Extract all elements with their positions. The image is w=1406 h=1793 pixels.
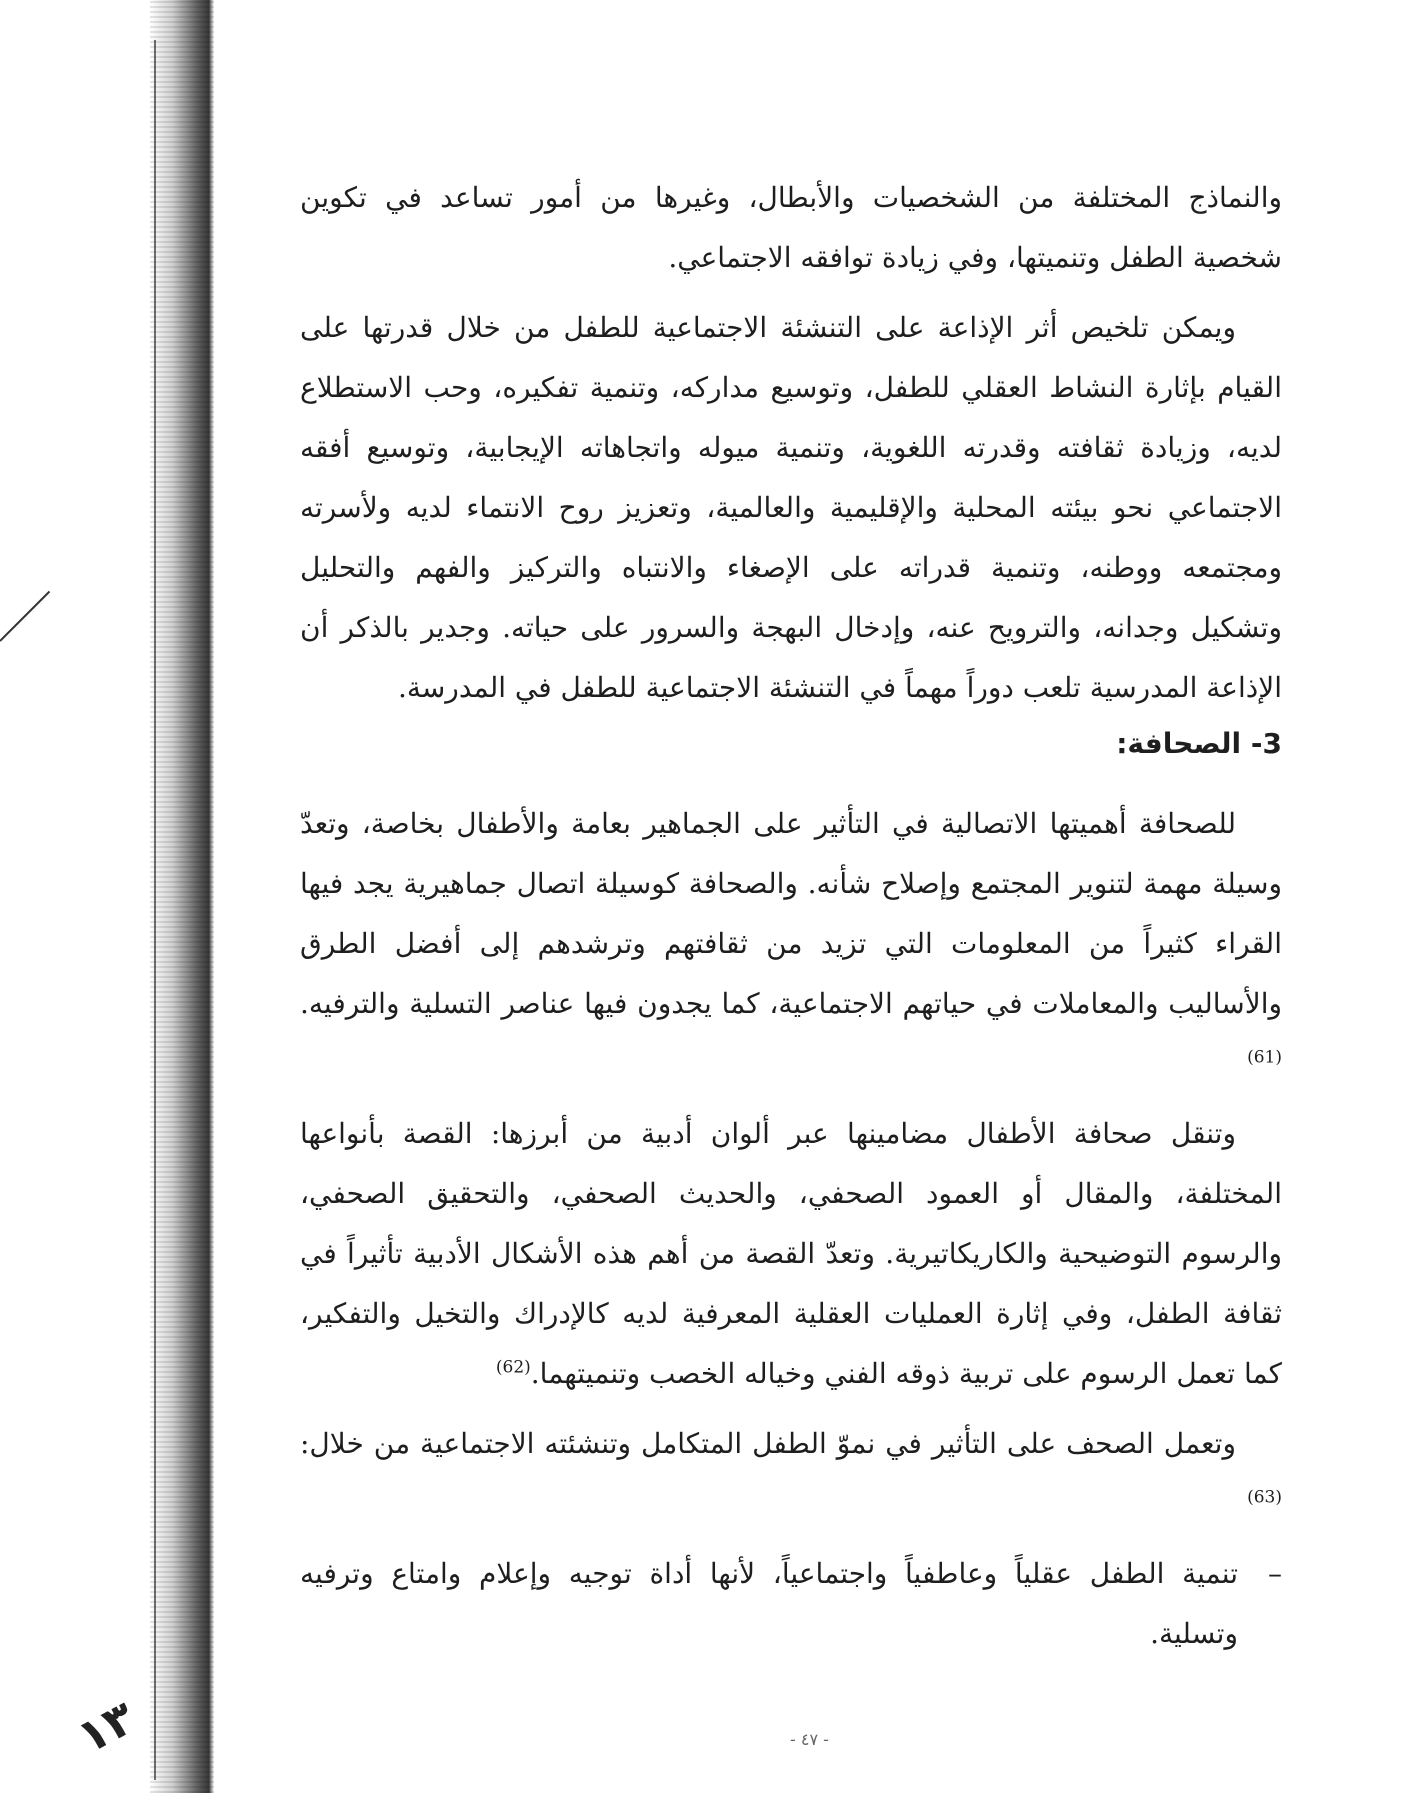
bullet-item [300, 1544, 1282, 1664]
paragraph-press-effects [300, 1414, 1282, 1534]
bullet-text: تنمية الطفل عقلياً وعاطفياً واجتماعياً، لأنها أداة توجيه وإعلام وامتاع وترفيه وتسلية. [300, 1557, 1238, 1650]
paragraph-children-press [300, 1104, 1282, 1404]
bullet-dash: – [1268, 1557, 1282, 1590]
page-body [300, 168, 1282, 1664]
paragraph-press-importance [300, 794, 1282, 1094]
paragraph-text: للصحافة أهميتها الاتصالية في التأثير على الجماهير بعامة والأطفال بخاصة، وتعدّ وسيلة مهمة لتنوير المجتمع وإصلاح شأنه. والصحافة كوسيلة اتصال جماهيرية يجد فيها القراء كثيراً من المعلومات التي تزيد من ثقافتهم وترشدهم إلى أفضل الطرق والأساليب والمعاملات في حياتهم الاجتماعية، كما يجدون فيها عناصر التسلية والترفيه. [300, 807, 1282, 1020]
paragraph-text: وتنقل صحافة الأطفال مضامينها عبر ألوان أدبية من أبرزها: القصة بأنواعها المختلفة، والمقال أو العمود الصحفي، والحديث الصحفي، والتحقيق الصحفي، والرسوم التوضيحية والكاريكاتيرية. وتعدّ القصة من أهم هذه الأشكال الأدبية تأثيراً في ثقافة الطفل، وفي إثارة العمليات العقلية المعرفية لديه كالإدراك والتخيل والتفكير، كما تعمل الرسوم على تربية ذوقه الفني وخياله الخصب وتنميتهما. [300, 1117, 1282, 1390]
paragraph-continuation: والنماذج المختلفة من الشخصيات والأبطال، وغيرها من أمور تساعد في تكوين شخصية الطفل وتنميتها، وفي زيادة توافقه الاجتماعي. [300, 181, 1282, 274]
page-number: - ٤٧ - [790, 1730, 829, 1749]
scan-binding-shadow [150, 0, 214, 1793]
paragraph-radio-summary: ويمكن تلخيص أثر الإذاعة على التنشئة الاجتماعية للطفل من خلال قدرتها على القيام بإثارة النشاط العقلي للطفل، وتوسيع مداركه، وتنمية تفكيره، وحب الاستطلاع لديه، وزيادة ثقافته وقدرته اللغوية، وتنمية ميوله واتجاهاته الإيجابية، وتوسيع أفقه الاجتماعي نحو بيئته المحلية والإقليمية والعالمية، وتعزيز روح الانتماء لديه ولأسرته ومجتمعه ووطنه، وتنمية قدراته على الإصغاء والانتباه والتركيز والفهم والتحليل وتشكيل وجدانه، والترويح عنه، وإدخال البهجة والسرور على حياته. وجدير بالذكر أن الإذاعة المدرسية تلعب دوراً مهماً في التنشئة الاجتماعية للطفل في المدرسة. [300, 311, 1282, 704]
section-heading-press: 3- الصحافة: [1116, 727, 1282, 760]
footnote-ref-62: (62) [495, 1357, 531, 1378]
paragraph-text: وتعمل الصحف على التأثير في نموّ الطفل المتكامل وتنشئته الاجتماعية من خلال: [300, 1427, 1236, 1460]
footnote-ref-61: (61) [1247, 1047, 1282, 1068]
handwritten-page-mark: ١٣ [68, 1689, 144, 1765]
scan-pen-stroke [0, 591, 50, 642]
binding-edge-line [154, 40, 156, 1780]
footnote-ref-63: (63) [1247, 1487, 1282, 1508]
